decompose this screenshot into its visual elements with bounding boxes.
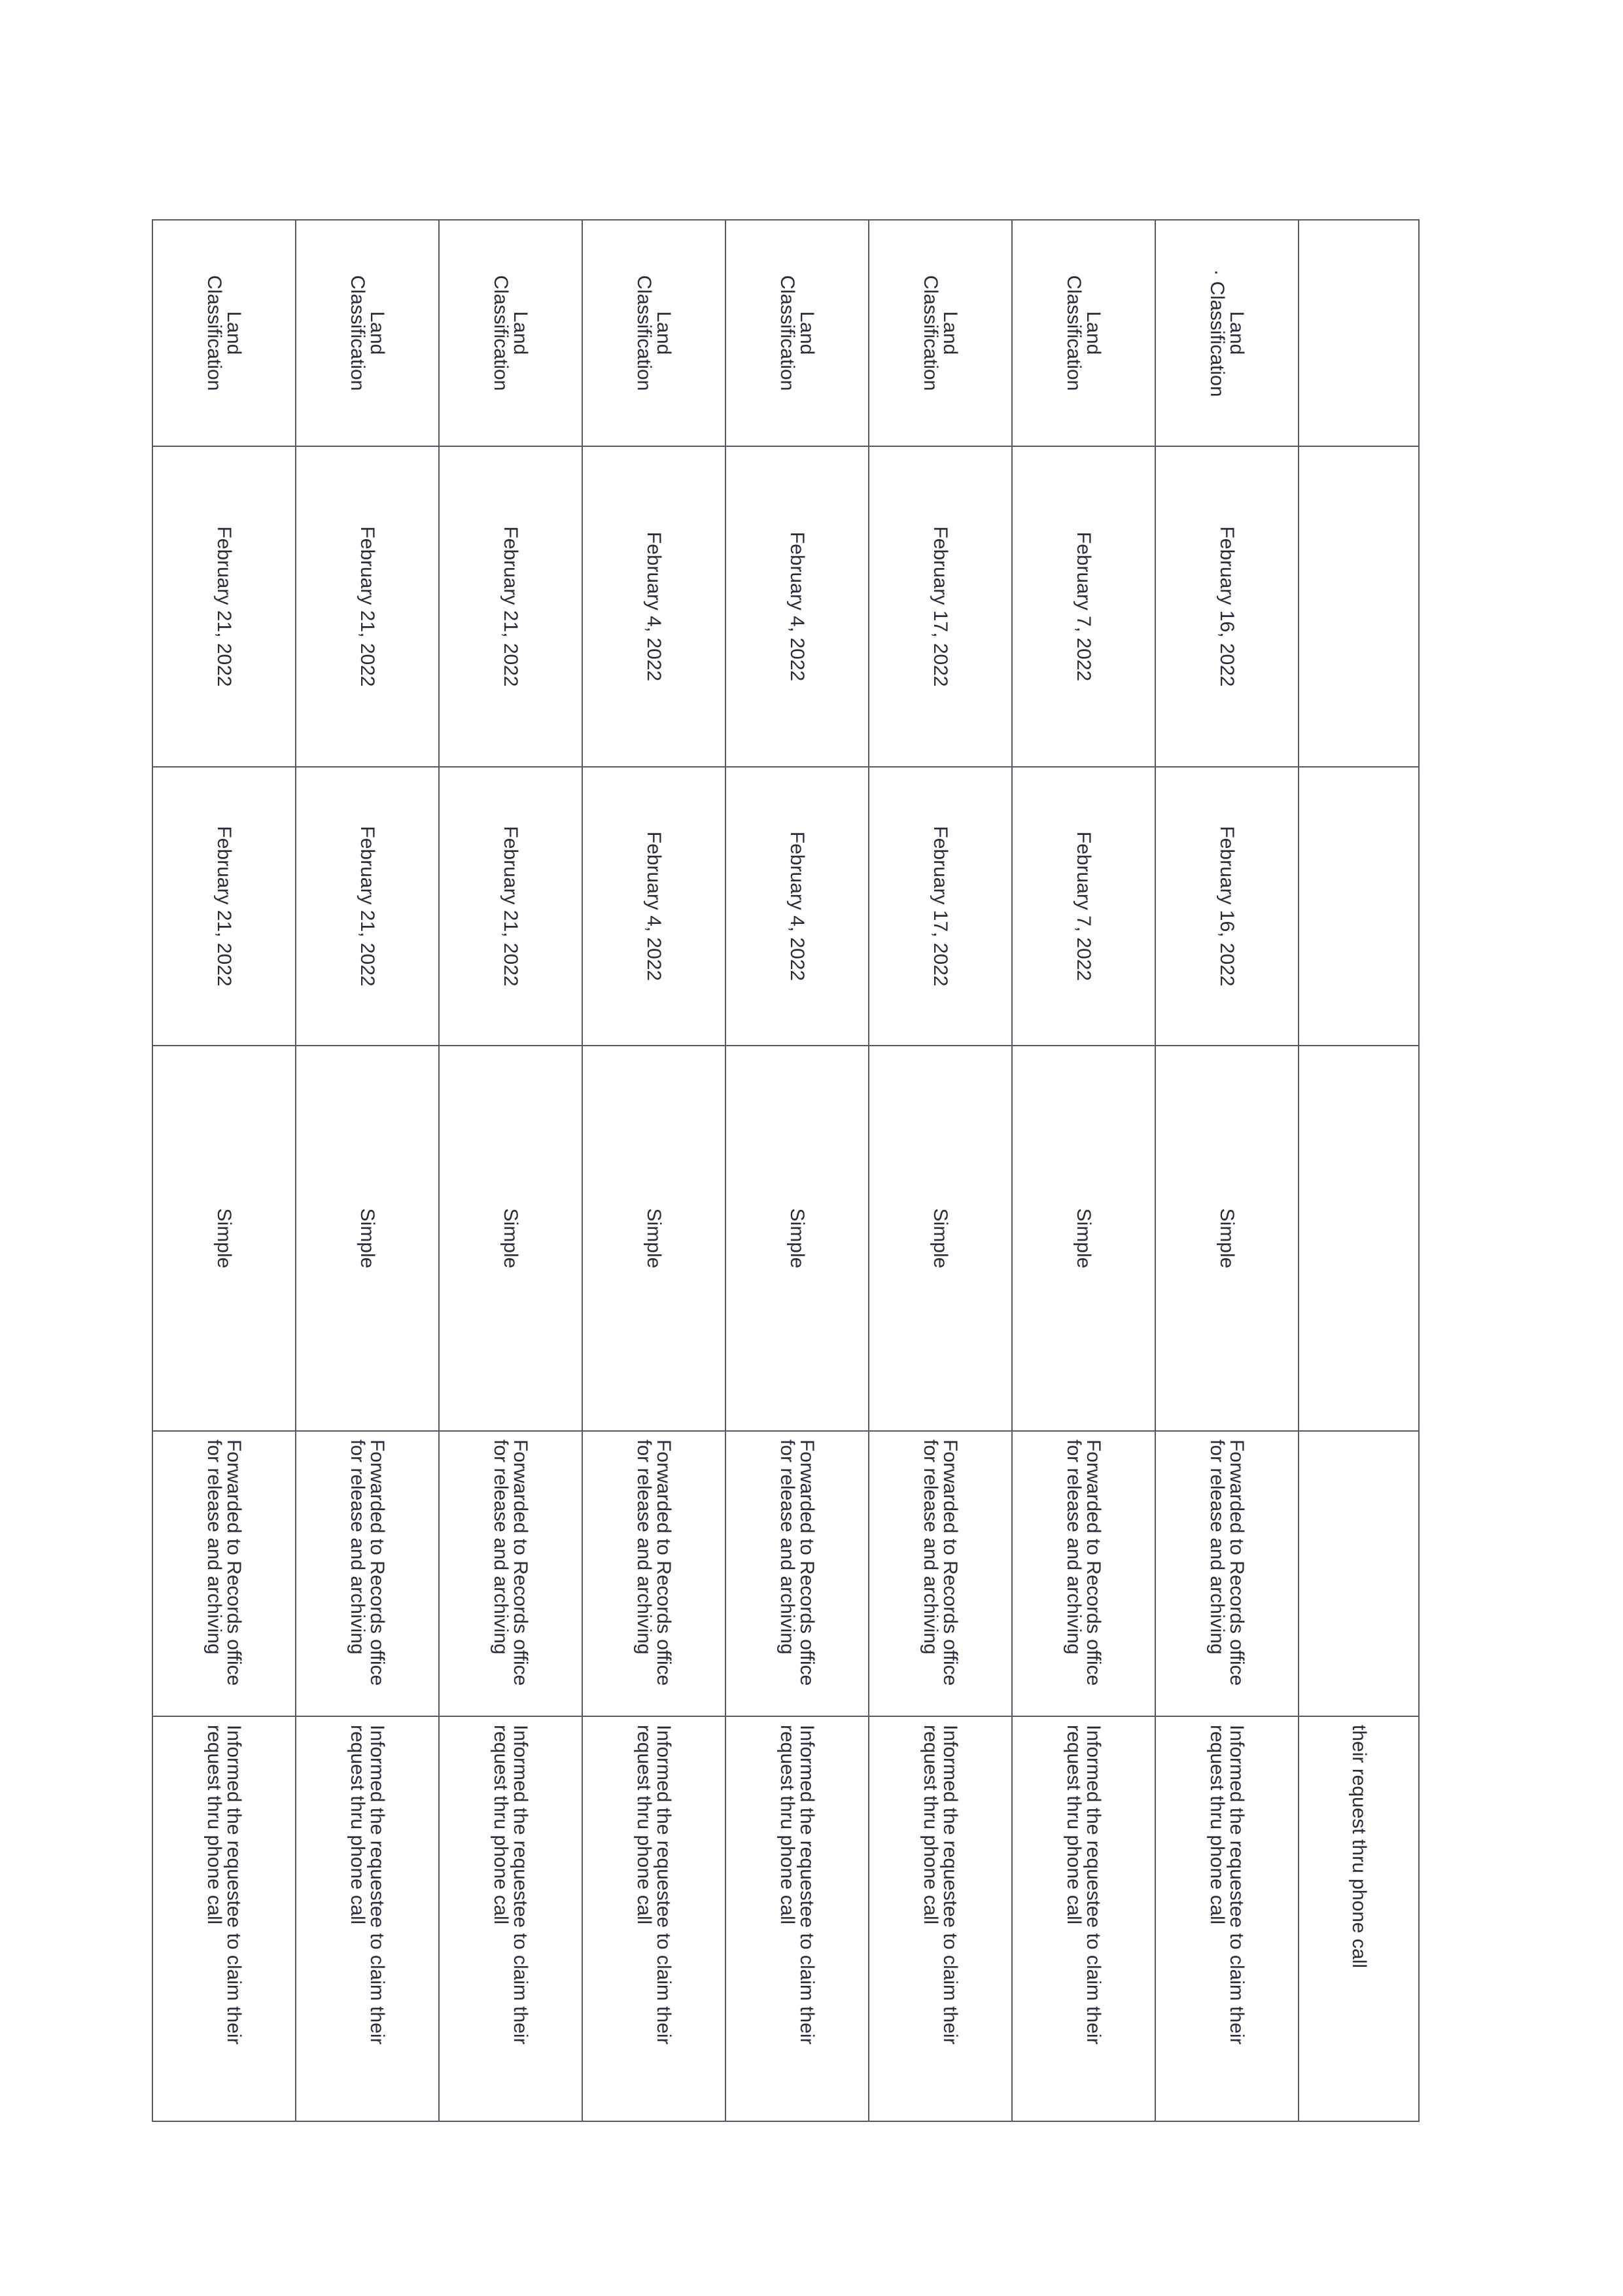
type-cell [1299, 1046, 1419, 1431]
category-line: Land [366, 311, 389, 355]
date-received-cell [1299, 446, 1419, 767]
table-row [152, 220, 296, 2121]
action-cell: Forwarded to Records office for release and archiving [1155, 1431, 1299, 1716]
date-received-cell: February 21, 2022 [296, 446, 439, 767]
action-cell: Forwarded to Records office for release and archiving [869, 1431, 1012, 1716]
date-received-cell: February 21, 2022 [439, 446, 582, 767]
date-received-cell: February 16, 2022 [1155, 446, 1299, 767]
date-received-cell: February 4, 2022 [582, 446, 725, 767]
remarks-cell: their request thru phone call [1299, 1716, 1419, 2121]
date-completed-cell: February 21, 2022 [296, 767, 439, 1046]
remarks-cell: Informed the requestee to claim their request thru phone call [439, 1716, 582, 2121]
action-cell: Forwarded to Records office for release and archiving [582, 1431, 725, 1716]
date-received-cell: February 17, 2022 [869, 446, 1012, 767]
remarks-cell: Informed the requestee to claim their request thru phone call [869, 1716, 1012, 2121]
table-row [439, 220, 582, 2121]
category-cell [296, 220, 439, 446]
category-line: Land [1226, 311, 1248, 355]
category-cell [582, 220, 725, 446]
category-line: Land [653, 311, 675, 355]
category-line: Classification [777, 275, 799, 391]
table-row [582, 220, 725, 2121]
category-line: · Classification [1206, 269, 1229, 397]
category-line: Land [796, 311, 818, 355]
category-cell [1012, 220, 1155, 446]
category-line: Classification [920, 275, 942, 391]
action-cell: Forwarded to Records office for release and archiving [152, 1431, 296, 1716]
category-line: Land [510, 311, 532, 355]
rotated-page [196, 219, 1420, 2045]
category-cell [1155, 220, 1299, 446]
category-line: Classification [490, 275, 512, 391]
category-line: Classification [203, 275, 226, 391]
table-row [1299, 220, 1419, 2121]
document-sheet [196, 219, 1420, 2045]
type-cell: Simple [725, 1046, 869, 1431]
table-row [1012, 220, 1155, 2121]
category-line: Land [1083, 311, 1105, 355]
date-completed-cell: February 4, 2022 [725, 767, 869, 1046]
remarks-cell: Informed the requestee to claim their request thru phone call [152, 1716, 296, 2121]
category-cell [869, 220, 1012, 446]
table-row [1155, 220, 1299, 2121]
date-received-cell: February 21, 2022 [152, 446, 296, 767]
category-line: Classification [1063, 275, 1085, 391]
remarks-cell: Informed the requestee to claim their request thru phone call [725, 1716, 869, 2121]
type-cell: Simple [869, 1046, 1012, 1431]
table-row [725, 220, 869, 2121]
category-line: Land [223, 311, 245, 355]
date-completed-cell: February 21, 2022 [152, 767, 296, 1046]
action-cell: Forwarded to Records office for release and archiving [725, 1431, 869, 1716]
action-cell: Forwarded to Records office for release and archiving [296, 1431, 439, 1716]
action-cell: Forwarded to Records office for release and archiving [439, 1431, 582, 1716]
category-line: Classification [347, 275, 369, 391]
table-row [869, 220, 1012, 2121]
action-cell [1299, 1431, 1419, 1716]
category-cell [152, 220, 296, 446]
category-line: Classification [633, 275, 655, 391]
date-received-cell: February 4, 2022 [725, 446, 869, 767]
remarks-cell: Informed the requestee to claim their request thru phone call [296, 1716, 439, 2121]
remarks-cell: Informed the requestee to claim their request thru phone call [582, 1716, 725, 2121]
type-cell: Simple [296, 1046, 439, 1431]
date-completed-cell [1299, 767, 1419, 1046]
type-cell: Simple [1155, 1046, 1299, 1431]
category-line: Land [939, 311, 962, 355]
date-completed-cell: February 7, 2022 [1012, 767, 1155, 1046]
category-cell [725, 220, 869, 446]
category-cell [439, 220, 582, 446]
date-received-cell: February 7, 2022 [1012, 446, 1155, 767]
type-cell: Simple [439, 1046, 582, 1431]
action-cell: Forwarded to Records office for release and archiving [1012, 1431, 1155, 1716]
remarks-cell: Informed the requestee to claim their request thru phone call [1012, 1716, 1155, 2121]
records-table [152, 219, 1420, 2122]
date-completed-cell: February 4, 2022 [582, 767, 725, 1046]
date-completed-cell: February 17, 2022 [869, 767, 1012, 1046]
remarks-cell: Informed the requestee to claim their request thru phone call [1155, 1716, 1299, 2121]
type-cell: Simple [1012, 1046, 1155, 1431]
date-completed-cell: February 16, 2022 [1155, 767, 1299, 1046]
table-row [296, 220, 439, 2121]
type-cell: Simple [152, 1046, 296, 1431]
category-cell [1299, 220, 1419, 446]
type-cell: Simple [582, 1046, 725, 1431]
date-completed-cell: February 21, 2022 [439, 767, 582, 1046]
